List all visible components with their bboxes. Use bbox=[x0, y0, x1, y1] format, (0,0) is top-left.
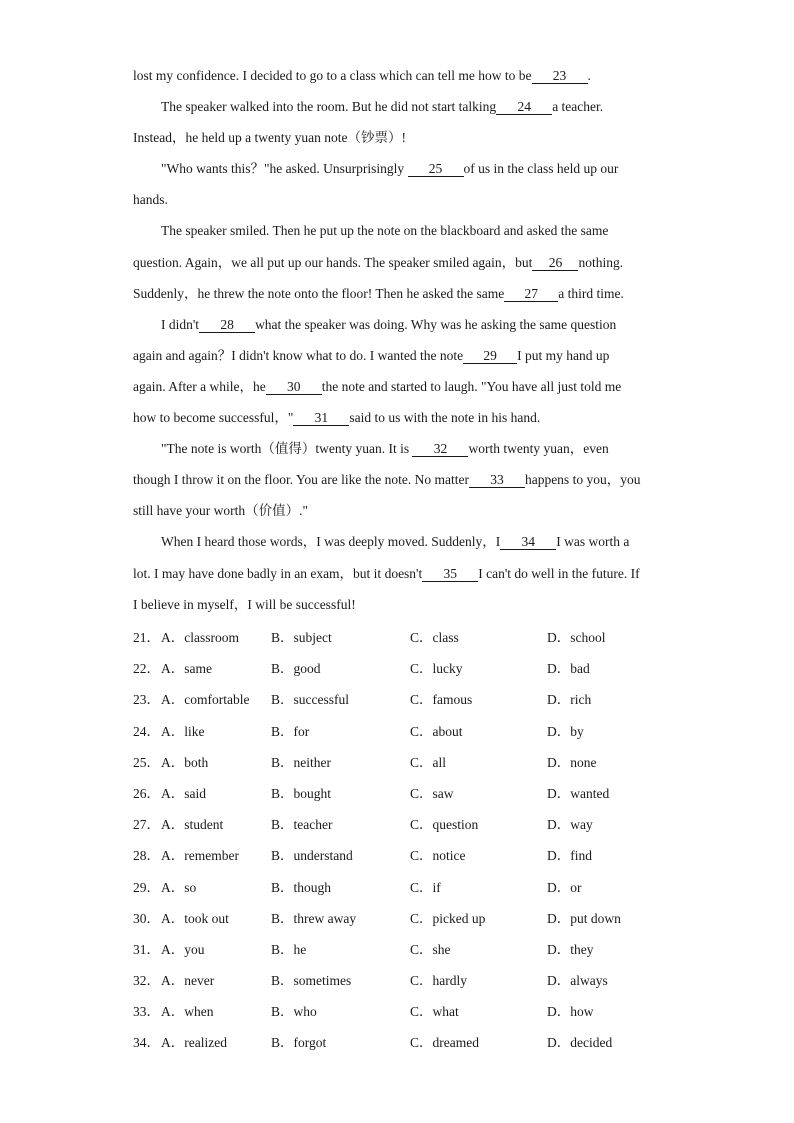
answer-options bbox=[133, 622, 673, 1059]
option-b: B．good bbox=[271, 661, 321, 677]
passage-text: The speaker walked into the room. But he did not start talking bbox=[161, 99, 497, 115]
option-a: A．comfortable bbox=[161, 692, 250, 708]
option-c: C．hardly bbox=[410, 973, 467, 989]
option-d: D．way bbox=[547, 817, 593, 833]
question-row bbox=[133, 747, 673, 778]
passage-text: though I throw it on the floor. You are like the note. No matter bbox=[133, 472, 469, 488]
option-b: B．subject bbox=[271, 630, 332, 645]
question-row bbox=[133, 965, 673, 996]
passage-text: I was worth a bbox=[556, 534, 630, 550]
passage-line bbox=[133, 589, 663, 620]
passage-text: "Who wants this？"he asked. Unsurprisingly bbox=[161, 161, 405, 177]
question-row bbox=[133, 716, 673, 747]
option-a: A．said bbox=[161, 785, 206, 801]
passage-text: the note and started to laugh. "You have all just told me bbox=[321, 378, 622, 394]
blank-26: 26 bbox=[532, 255, 578, 271]
option-c: C．lucky bbox=[410, 661, 463, 677]
option-c: C．all bbox=[410, 754, 446, 770]
option-c: C．she bbox=[410, 941, 451, 957]
blank-35: 35 bbox=[422, 566, 478, 582]
passage-text: how to become successful，" bbox=[133, 410, 294, 426]
blank-33: 33 bbox=[469, 472, 525, 488]
option-a: A．realized bbox=[161, 1035, 227, 1051]
option-a: A．remember bbox=[161, 848, 239, 864]
question-row bbox=[133, 996, 673, 1027]
passage-line bbox=[133, 247, 663, 278]
passage-line bbox=[133, 278, 663, 309]
option-d: D．or bbox=[547, 879, 582, 895]
option-c: C．famous bbox=[410, 692, 473, 708]
option-c: C．about bbox=[410, 723, 463, 739]
passage-text: worth twenty yuan，even bbox=[468, 441, 609, 457]
question-number: 25． bbox=[133, 754, 160, 770]
option-d: D．bad bbox=[547, 661, 590, 677]
passage-line bbox=[133, 91, 663, 122]
passage-text: a third time. bbox=[558, 285, 624, 301]
question-number: 21． bbox=[133, 630, 160, 645]
passage-text: I didn't bbox=[161, 316, 200, 332]
passage-text: I put my hand up bbox=[517, 347, 610, 363]
option-a: A．student bbox=[161, 817, 224, 833]
blank-31: 31 bbox=[293, 410, 349, 426]
passage-line bbox=[133, 402, 663, 433]
option-b: B．who bbox=[271, 1004, 317, 1020]
passage-text: Instead，he held up a twenty yuan note（钞票）! bbox=[133, 130, 406, 146]
question-number: 28． bbox=[133, 848, 160, 864]
question-row bbox=[133, 622, 673, 653]
blank-32: 32 bbox=[412, 441, 468, 457]
option-d: D．how bbox=[547, 1004, 594, 1020]
option-b: B．though bbox=[271, 879, 332, 895]
question-number: 24． bbox=[133, 723, 160, 739]
option-d: D．school bbox=[547, 630, 606, 645]
option-b: B．understand bbox=[271, 848, 353, 864]
question-row bbox=[133, 840, 673, 871]
passage-line bbox=[133, 495, 663, 526]
passage-text: still have your worth（价值）." bbox=[133, 503, 308, 519]
question-number: 32． bbox=[133, 973, 160, 989]
option-c: C．question bbox=[410, 817, 479, 833]
option-b: B．teacher bbox=[271, 817, 333, 833]
passage-line bbox=[133, 464, 663, 495]
question-number: 27． bbox=[133, 817, 160, 833]
passage-text: question. Again，we all put up our hands. The speaker smiled again，but bbox=[133, 254, 533, 270]
question-number: 29． bbox=[133, 879, 160, 895]
blank-30: 30 bbox=[266, 379, 322, 395]
option-b: B．successful bbox=[271, 692, 349, 708]
passage-text: When I heard those words，I was deeply moved. Suddenly，I bbox=[161, 534, 501, 550]
option-b: B．forgot bbox=[271, 1035, 327, 1051]
option-c: C．picked up bbox=[410, 910, 486, 926]
passage-text: said to us with the note in his hand. bbox=[349, 410, 541, 426]
option-b: B．sometimes bbox=[271, 973, 352, 989]
passage-text: a teacher. bbox=[552, 99, 604, 115]
passage-line bbox=[133, 122, 663, 153]
passage-line bbox=[133, 340, 663, 371]
option-b: B．threw away bbox=[271, 910, 357, 926]
option-d: D．none bbox=[547, 754, 597, 770]
option-c: C．if bbox=[410, 879, 441, 895]
question-number: 23． bbox=[133, 692, 160, 708]
option-a: A．took out bbox=[161, 910, 229, 926]
passage-text: "The note is worth（值得）twenty yuan. It is bbox=[161, 441, 410, 457]
passage-line bbox=[133, 526, 663, 557]
passage-text: I believe in myself，I will be successful! bbox=[133, 596, 356, 612]
passage-line bbox=[133, 433, 663, 464]
passage-text: again and again？I didn't know what to do. I wanted the note bbox=[133, 347, 464, 363]
passage-text: of us in the class held up our bbox=[463, 161, 619, 177]
question-row bbox=[133, 684, 673, 715]
blank-28: 28 bbox=[199, 317, 255, 333]
passage-text: nothing. bbox=[578, 254, 624, 270]
passage-line bbox=[133, 153, 663, 184]
option-b: B．for bbox=[271, 723, 310, 739]
passage-line bbox=[133, 558, 663, 589]
question-number: 34． bbox=[133, 1035, 160, 1051]
option-d: D．find bbox=[547, 848, 592, 864]
blank-29: 29 bbox=[463, 348, 517, 364]
option-c: C．what bbox=[410, 1004, 459, 1020]
option-d: D．always bbox=[547, 973, 608, 989]
passage-text: lost my confidence. I decided to go to a class which can tell me how to be bbox=[133, 68, 532, 83]
question-number: 22． bbox=[133, 661, 160, 677]
option-a: A．like bbox=[161, 723, 205, 739]
passage-line bbox=[133, 60, 663, 91]
option-a: A．both bbox=[161, 754, 209, 770]
option-a: A．classroom bbox=[161, 630, 239, 645]
blank-24: 24 bbox=[496, 99, 552, 115]
option-a: A．same bbox=[161, 661, 212, 677]
option-c: C．saw bbox=[410, 785, 454, 801]
option-a: A．when bbox=[161, 1004, 214, 1020]
passage-text: what the speaker was doing. Why was he asking the same question bbox=[255, 316, 617, 332]
question-row bbox=[133, 653, 673, 684]
question-row bbox=[133, 934, 673, 965]
passage-line bbox=[133, 215, 663, 246]
passage-text: . bbox=[587, 68, 591, 83]
question-number: 26． bbox=[133, 785, 160, 801]
blank-27: 27 bbox=[504, 286, 558, 302]
option-d: D．put down bbox=[547, 910, 621, 926]
question-number: 30． bbox=[133, 910, 160, 926]
question-row bbox=[133, 809, 673, 840]
option-b: B．neither bbox=[271, 754, 331, 770]
cloze-passage bbox=[133, 60, 663, 620]
option-c: C．notice bbox=[410, 848, 466, 864]
passage-text: I can't do well in the future. If bbox=[478, 565, 640, 581]
option-a: A．never bbox=[161, 973, 215, 989]
option-d: D．by bbox=[547, 723, 584, 739]
option-d: D．they bbox=[547, 941, 594, 957]
question-number: 31． bbox=[133, 941, 160, 957]
option-c: C．dreamed bbox=[410, 1035, 479, 1051]
option-d: D．rich bbox=[547, 692, 592, 708]
question-number: 33． bbox=[133, 1004, 160, 1020]
question-row bbox=[133, 1027, 673, 1058]
blank-23: 23 bbox=[532, 68, 588, 84]
passage-text: hands. bbox=[133, 192, 168, 208]
passage-line bbox=[133, 309, 663, 340]
passage-text: lot. I may have done badly in an exam，but it doesn't bbox=[133, 565, 423, 581]
option-d: D．decided bbox=[547, 1035, 613, 1051]
question-row bbox=[133, 903, 673, 934]
option-d: D．wanted bbox=[547, 785, 610, 801]
question-row bbox=[133, 872, 673, 903]
passage-text: again. After a while，he bbox=[133, 378, 266, 394]
option-b: B．he bbox=[271, 941, 307, 957]
option-b: B．bought bbox=[271, 785, 332, 801]
blank-25: 25 bbox=[408, 161, 464, 177]
passage-line bbox=[133, 184, 663, 215]
option-a: A．you bbox=[161, 941, 205, 957]
passage-text: The speaker smiled. Then he put up the note on the blackboard and asked the same bbox=[161, 223, 609, 239]
option-a: A．so bbox=[161, 879, 197, 895]
passage-text: Suddenly，he threw the note onto the floor! Then he asked the same bbox=[133, 285, 505, 301]
blank-34: 34 bbox=[500, 534, 556, 550]
option-c: C．class bbox=[410, 630, 459, 645]
question-row bbox=[133, 778, 673, 809]
passage-text: happens to you，you bbox=[524, 472, 641, 488]
passage-line bbox=[133, 371, 663, 402]
